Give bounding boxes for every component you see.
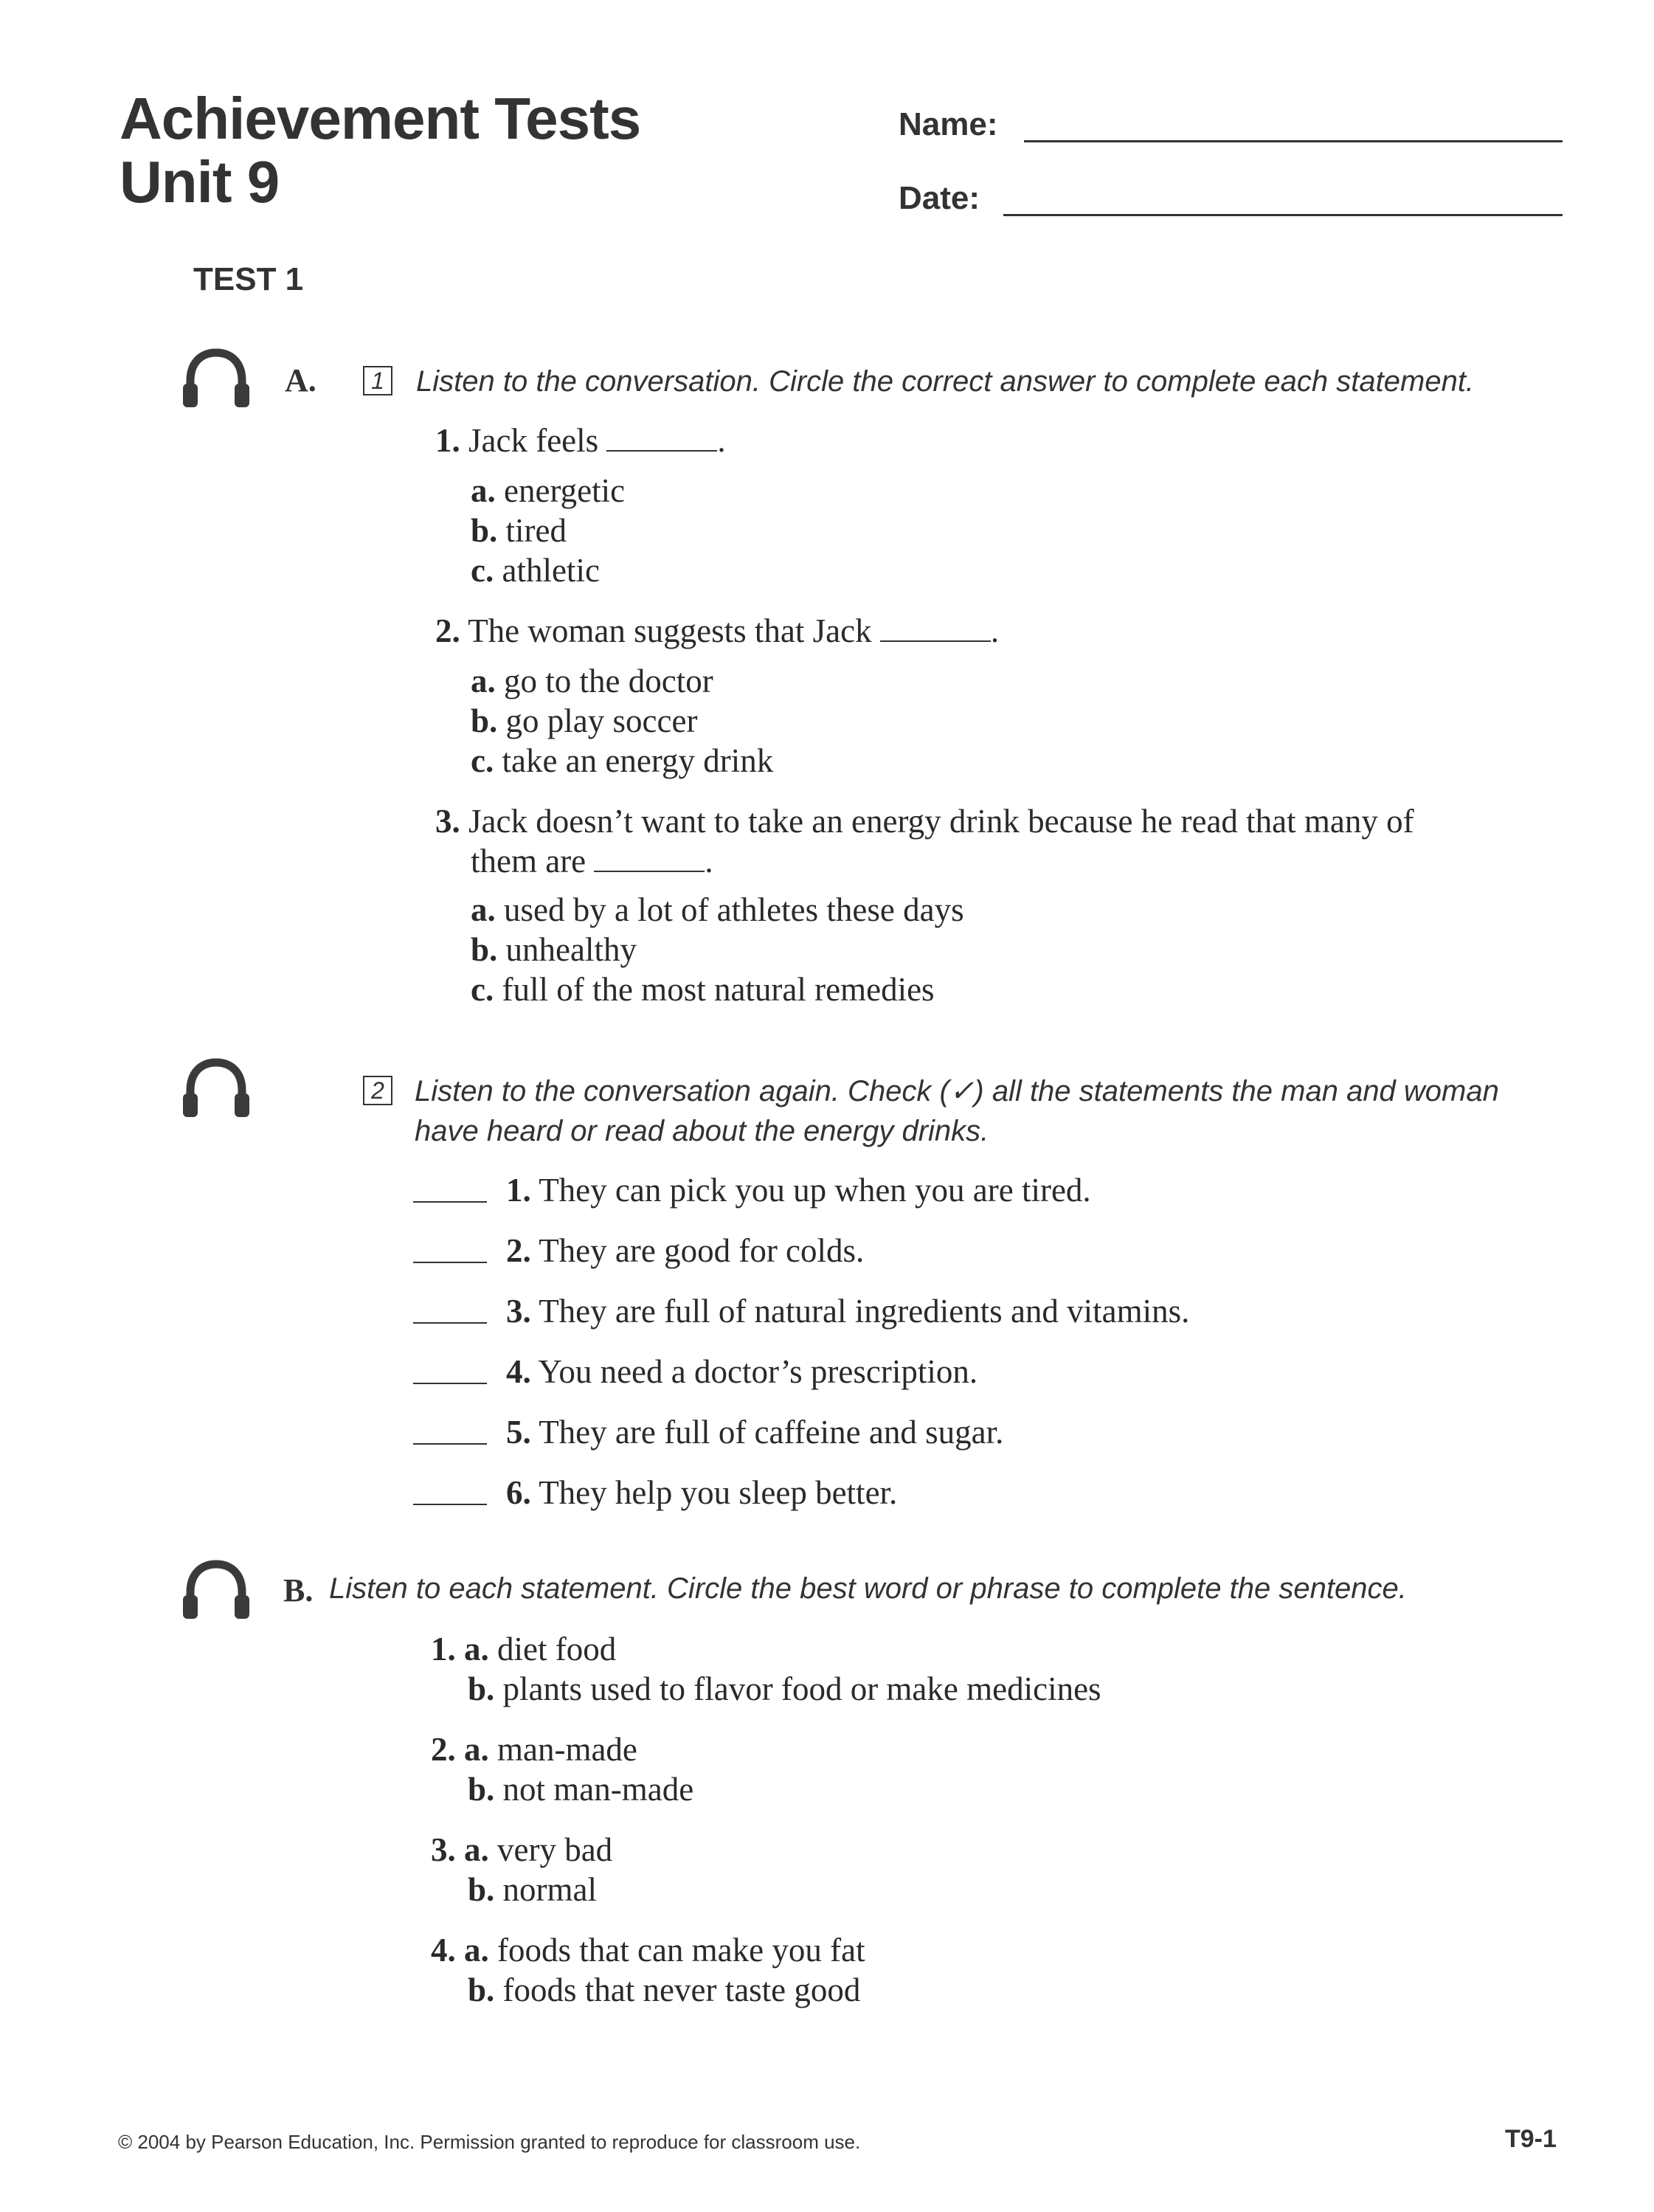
part-2-box: 2 xyxy=(363,1076,392,1105)
part-1-box: 1 xyxy=(363,366,392,395)
option-letter: c. xyxy=(471,552,494,589)
question-3-continued xyxy=(471,841,713,881)
option-letter: b. xyxy=(468,1771,495,1808)
item-number: 4. xyxy=(506,1353,531,1390)
question-1 xyxy=(435,421,726,460)
name-field[interactable] xyxy=(1024,140,1563,142)
section-a-letter: A. xyxy=(285,362,316,398)
option-letter: b. xyxy=(471,702,498,739)
b-question-4-option-b xyxy=(468,1970,860,2010)
item-number: 2. xyxy=(506,1232,531,1269)
b-question-2 xyxy=(431,1729,637,1769)
page-number: T9-1 xyxy=(1505,2125,1557,2153)
question-3 xyxy=(435,801,1414,841)
name-label: Name: xyxy=(899,106,998,142)
section-b-letter: B. xyxy=(283,1572,314,1608)
question-number: 4. xyxy=(431,1932,456,1969)
check-blank[interactable] xyxy=(413,1262,487,1263)
item-text: They are good for colds. xyxy=(539,1232,865,1269)
instruction-line-1: Listen to the conversation again. Check (✓) all the statements the man and woman xyxy=(415,1075,1499,1107)
option-letter: a. xyxy=(464,1831,489,1868)
item-text: They can pick you up when you are tired. xyxy=(539,1172,1091,1209)
option-text: unhealthy xyxy=(505,931,637,968)
option[interactable] xyxy=(471,511,567,550)
copyright-notice: © 2004 by Pearson Education, Inc. Permission granted to reproduce for classroom use. xyxy=(118,2131,861,2153)
option-letter: c. xyxy=(471,971,494,1008)
b-question-2-option-b xyxy=(468,1769,693,1809)
b-question-1-option-b xyxy=(468,1669,1101,1709)
option-a-text[interactable]: man-made xyxy=(497,1731,637,1768)
option-letter: a. xyxy=(471,891,496,928)
option-letter: a. xyxy=(464,1932,489,1969)
item-text: You need a doctor’s prescription. xyxy=(538,1353,978,1390)
option-letter: a. xyxy=(464,1731,489,1768)
question-number: 3. xyxy=(431,1831,456,1868)
option-letter: a. xyxy=(464,1631,489,1667)
headphones-icon xyxy=(180,1558,252,1622)
question-2 xyxy=(435,611,999,651)
b-question-3 xyxy=(431,1830,612,1870)
question-number: 2. xyxy=(435,612,460,649)
option-text: full of the most natural remedies xyxy=(502,971,935,1008)
option[interactable] xyxy=(471,890,964,930)
check-blank[interactable] xyxy=(413,1383,487,1384)
option-text: used by a lot of athletes these days xyxy=(504,891,964,928)
option-b-text[interactable]: foods that never taste good xyxy=(502,1971,861,2008)
option[interactable] xyxy=(471,930,637,970)
option-b-text[interactable]: not man-made xyxy=(502,1771,694,1808)
item-number: 6. xyxy=(506,1474,531,1511)
question-stem-line-2: them are xyxy=(471,843,586,879)
check-blank[interactable] xyxy=(413,1322,487,1324)
stem-end: . xyxy=(705,843,713,879)
headphones-icon xyxy=(180,347,252,410)
answer-blank xyxy=(880,614,991,642)
option-a-text[interactable]: diet food xyxy=(497,1631,617,1667)
question-stem: Jack feels xyxy=(468,422,599,459)
option[interactable] xyxy=(471,701,697,741)
item-text: They are full of caffeine and sugar. xyxy=(539,1414,1004,1451)
question-number: 1. xyxy=(435,422,460,459)
question-number: 1. xyxy=(431,1631,456,1667)
check-item xyxy=(506,1412,1003,1452)
option[interactable] xyxy=(471,970,935,1009)
option-letter: a. xyxy=(471,663,496,699)
option-text: go to the doctor xyxy=(504,663,713,699)
part-1-instruction: Listen to the conversation. Circle the correct answer to complete each statement. xyxy=(416,365,1475,398)
item-number: 3. xyxy=(506,1293,531,1330)
item-text: They are full of natural ingredients and vitamins. xyxy=(539,1293,1190,1330)
check-item xyxy=(506,1291,1189,1331)
option-letter: b. xyxy=(471,512,498,549)
option-a-text[interactable]: very bad xyxy=(497,1831,613,1868)
check-item xyxy=(506,1473,897,1513)
b-question-4 xyxy=(431,1930,865,1970)
question-number: 2. xyxy=(431,1731,456,1768)
option-b-text[interactable]: normal xyxy=(502,1871,597,1908)
option-b-text[interactable]: plants used to flavor food or make medicines xyxy=(502,1670,1101,1707)
title-line-1: Achievement Tests xyxy=(120,86,641,151)
item-number: 5. xyxy=(506,1414,531,1451)
option-letter: b. xyxy=(468,1971,495,2008)
part-2-instruction xyxy=(415,1071,1499,1151)
option-text: go play soccer xyxy=(505,702,698,739)
check-blank[interactable] xyxy=(413,1443,487,1445)
option[interactable] xyxy=(471,741,773,781)
option-text: athletic xyxy=(502,552,600,589)
option-text: tired xyxy=(505,512,567,549)
option-letter: b. xyxy=(471,931,498,968)
option-letter: c. xyxy=(471,742,494,779)
item-number: 1. xyxy=(506,1172,531,1209)
option-text: energetic xyxy=(504,472,626,509)
option-text: take an energy drink xyxy=(502,742,774,779)
page-title xyxy=(120,87,640,214)
b-question-1 xyxy=(431,1629,616,1669)
option[interactable] xyxy=(471,550,600,590)
question-stem-line-1: Jack doesn’t want to take an energy drink because he read that many of xyxy=(468,803,1414,840)
option-letter: a. xyxy=(471,472,496,509)
option-letter: b. xyxy=(468,1871,495,1908)
option-letter: b. xyxy=(468,1670,495,1707)
option-a-text[interactable]: foods that can make you fat xyxy=(497,1932,865,1969)
title-line-2: Unit 9 xyxy=(120,149,280,215)
date-field[interactable] xyxy=(1003,214,1563,216)
b-question-3-option-b xyxy=(468,1870,597,1909)
answer-blank xyxy=(594,844,705,872)
stem-end: . xyxy=(990,612,1000,649)
check-item xyxy=(506,1352,977,1392)
question-stem: The woman suggests that Jack xyxy=(468,612,872,649)
instruction-line-2: have heard or read about the energy drinks. xyxy=(415,1115,989,1147)
check-blank[interactable] xyxy=(413,1504,487,1505)
check-blank[interactable] xyxy=(413,1201,487,1203)
option[interactable] xyxy=(471,471,625,511)
item-text: They help you sleep better. xyxy=(539,1474,898,1511)
question-number: 3. xyxy=(435,803,460,840)
section-b-instruction: Listen to each statement. Circle the best word or phrase to complete the sentence. xyxy=(329,1572,1407,1605)
stem-end: . xyxy=(717,422,726,459)
test-label: TEST 1 xyxy=(193,261,304,297)
check-item xyxy=(506,1170,1091,1210)
option[interactable] xyxy=(471,661,713,701)
headphones-icon xyxy=(180,1057,252,1120)
check-item xyxy=(506,1231,864,1271)
answer-blank xyxy=(606,424,717,452)
date-label: Date: xyxy=(899,180,980,216)
